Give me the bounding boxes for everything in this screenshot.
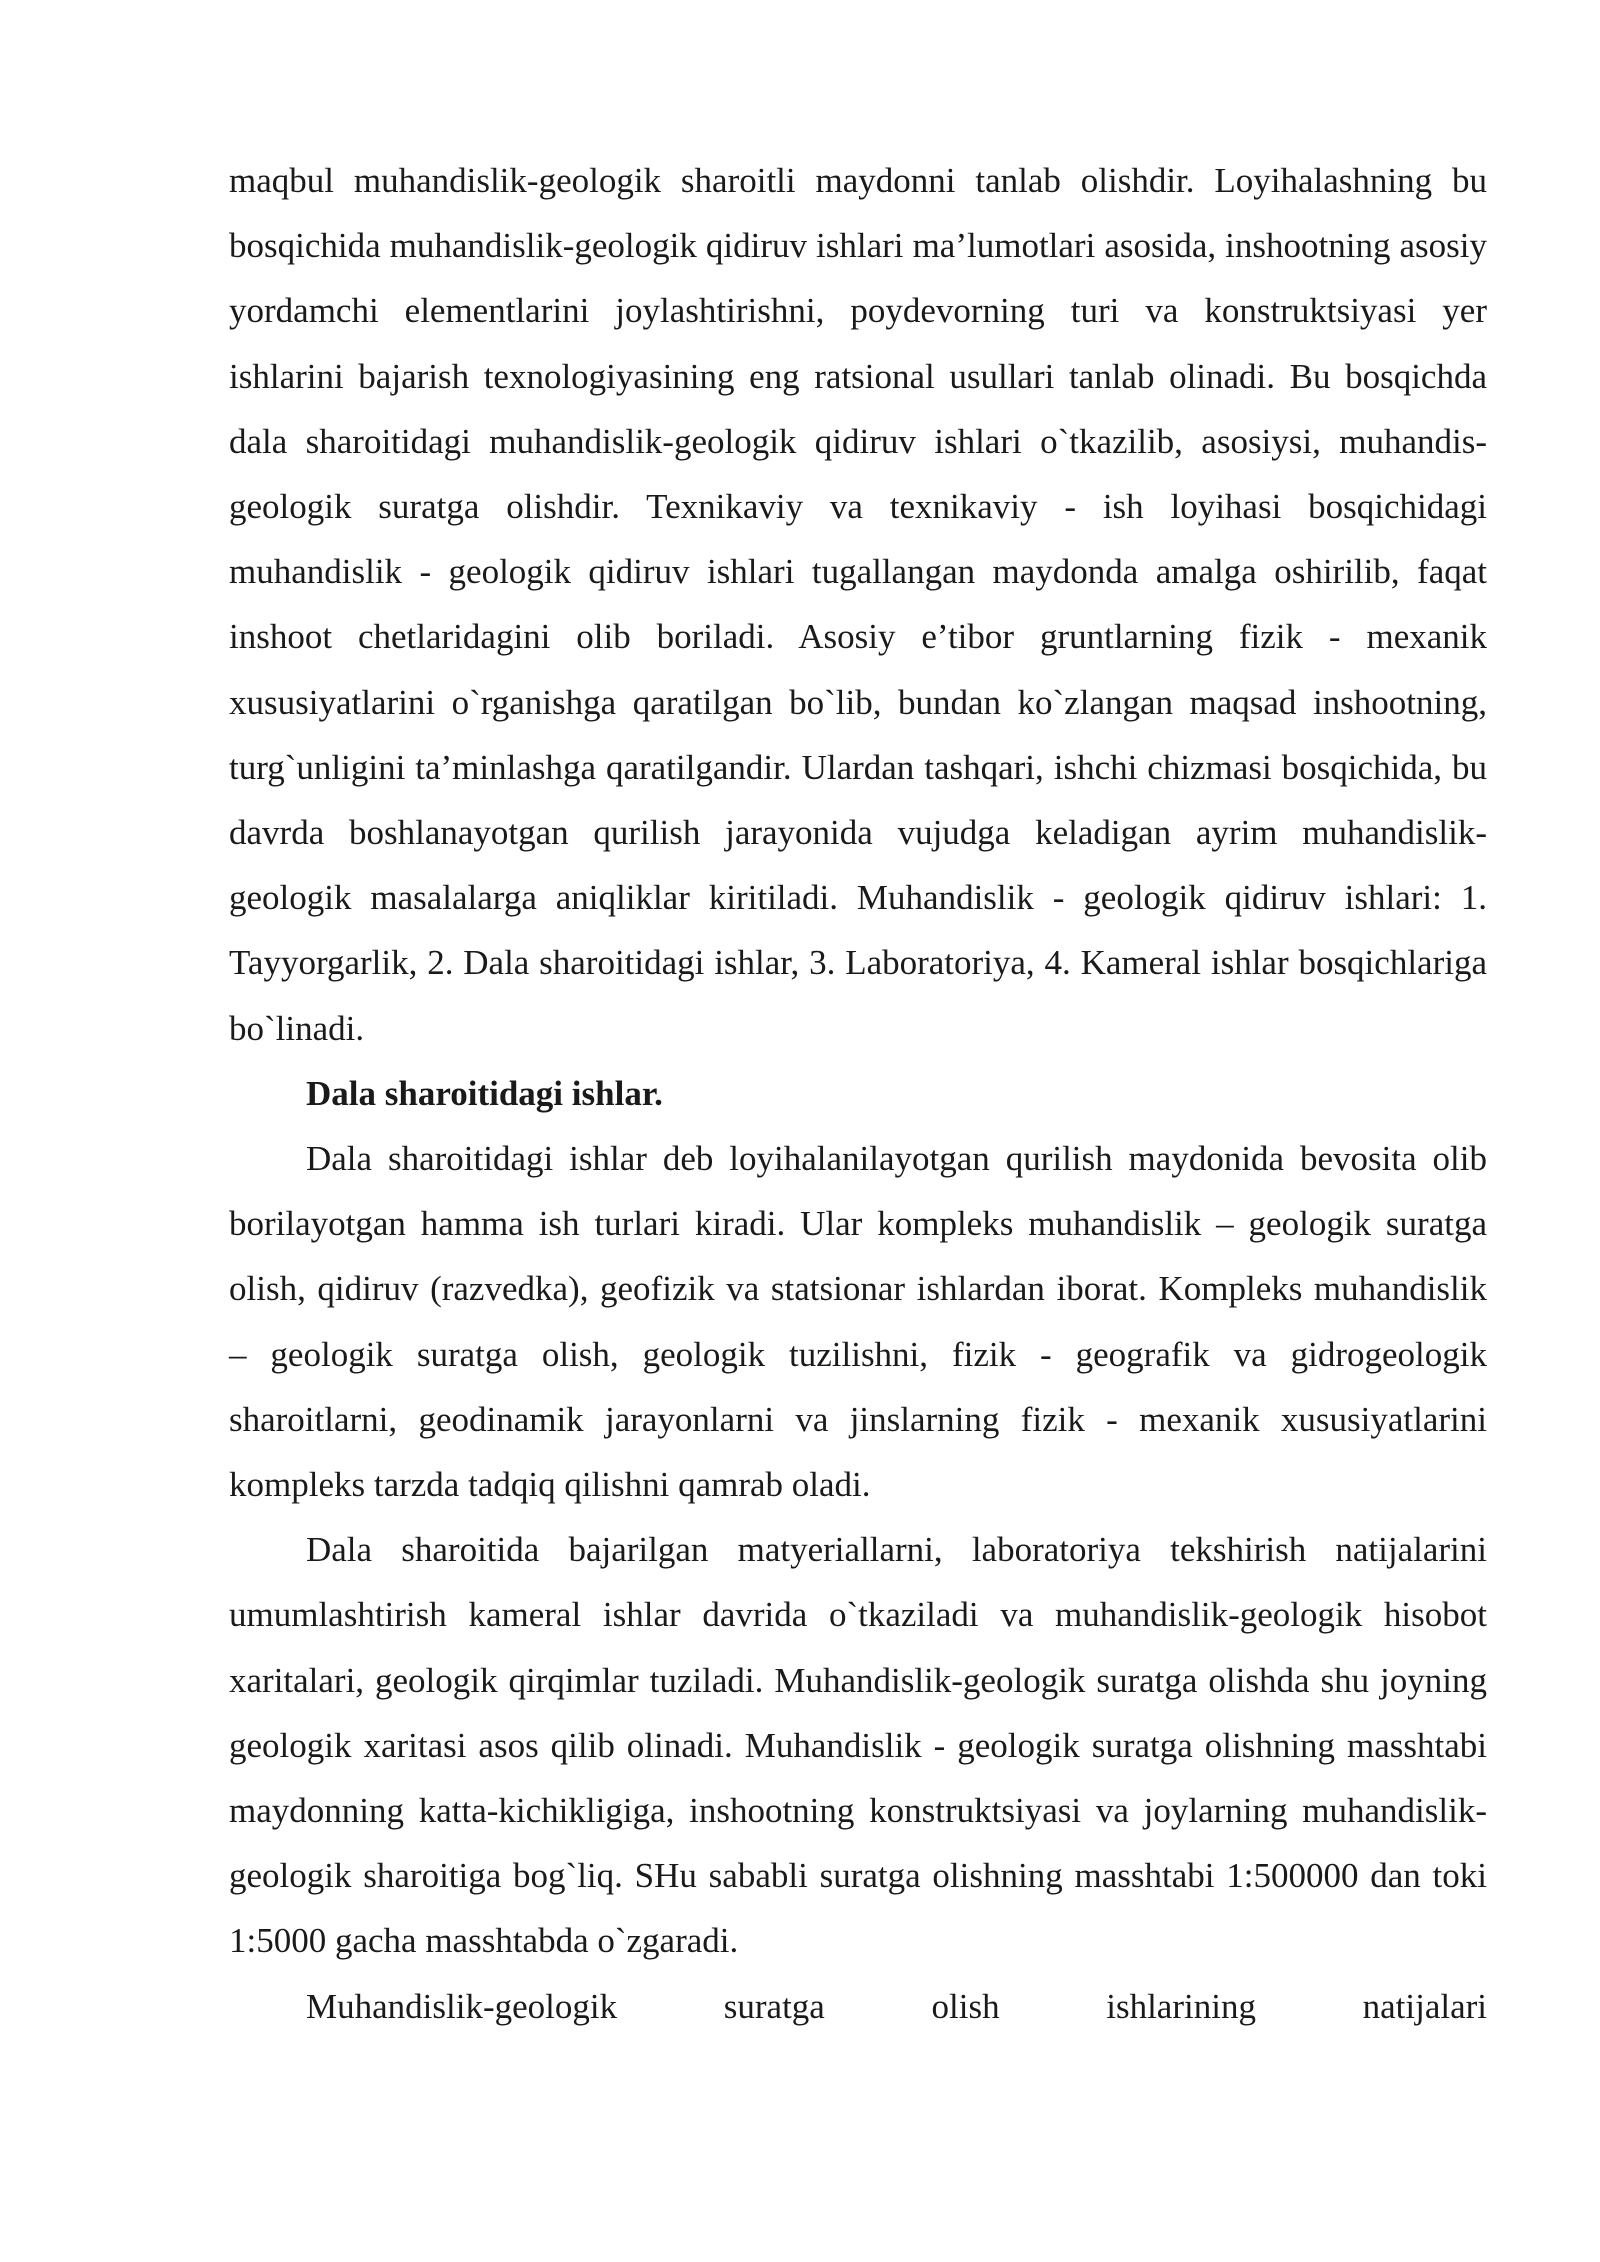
body-paragraph: maqbul muhandislik-geologik sharoitli maydonni tanlab olishdir. Loyihalashning bu bosqichida muhandislik-geologik qidiruv ishlari ma’lumotlari asosida, inshootning asosiy yordamchi elementlarini joylashtirishni, poydevorning turi va konstruktsiyasi yer ishlarini bajarish texnologiyasining eng ratsional usullari tanlab olinadi. Bu bosqichda dala sharoitidagi muhandislik-geologik qidiruv ishlari o`tkazilib, asosiysi, muhandis-geologik suratga olishdir. Texnikaviy va texnikaviy - ish loyihasi bosqichidagi muhandislik - geologik qidiruv ishlari tugallangan maydonda amalga oshirilib, faqat inshoot chetlaridagini olib boriladi. Asosiy e’tibor gruntlarning fizik - mexanik xususiyatlarini o`rganishga qaratilgan bo`lib, bundan ko`zlangan maqsad inshootning, turg`unligini ta’minlashga qaratilgandir. Ulardan tashqari, ishchi chizmasi bosqichida, bu davrda boshlanayotgan qurilish jarayonida vujudga keladigan ayrim muhandislik-geologik masalalarga aniqliklar kiritiladi. Muhandislik - geologik qidiruv ishlari: 1. Tayyorgarlik, 2. Dala sharoitidagi ishlar, 3. Laboratoriya, 4. Kameral ishlar bosqichlariga bo`linadi. [229, 161, 1487, 1048]
body-paragraph: Dala sharoitidagi ishlar deb loyihalanilayotgan qurilish maydonida bevosita olib borilayotgan hamma ish turlari kiradi. Ular kompleks muhandislik – geologik suratga olish, qidiruv (razvedka), geofizik va statsionar ishlardan iborat. Kompleks muhandislik – geologik suratga olish, geologik tuzilishni, fizik - geografik va gidrogeologik sharoitlarni, geodinamik jarayonlarni va jinslarning fizik - mexanik xususiyatlarini kompleks tarzda tadqiq qilishni qamrab oladi. [229, 1139, 1487, 1505]
document-body [229, 148, 1487, 2039]
body-paragraph: Dala sharoitida bajarilgan matyeriallarni, laboratoriya tekshirish natijalarini umumlashtirish kameral ishlar davrida o`tkaziladi va muhandislik-geologik hisobot xaritalari, geologik qirqimlar tuziladi. Muhandislik-geologik suratga olishda shu joyning geologik xaritasi asos qilib olinadi. Muhandislik - geologik suratga olishning masshtabi maydonning katta-kichikligiga, inshootning konstruktsiyasi va joylarning muhandislik-geologik sharoitiga bog`liq. SHu sababli suratga olishning masshtabi 1:500000 dan toki 1:5000 gacha masshtabda o`zgaradi. [229, 1530, 1487, 1961]
body-paragraph: Muhandislik-geologik suratga olish ishlarining natijalari [306, 1986, 1487, 2026]
section-heading: Dala sharoitidagi ishlar. [306, 1073, 663, 1113]
